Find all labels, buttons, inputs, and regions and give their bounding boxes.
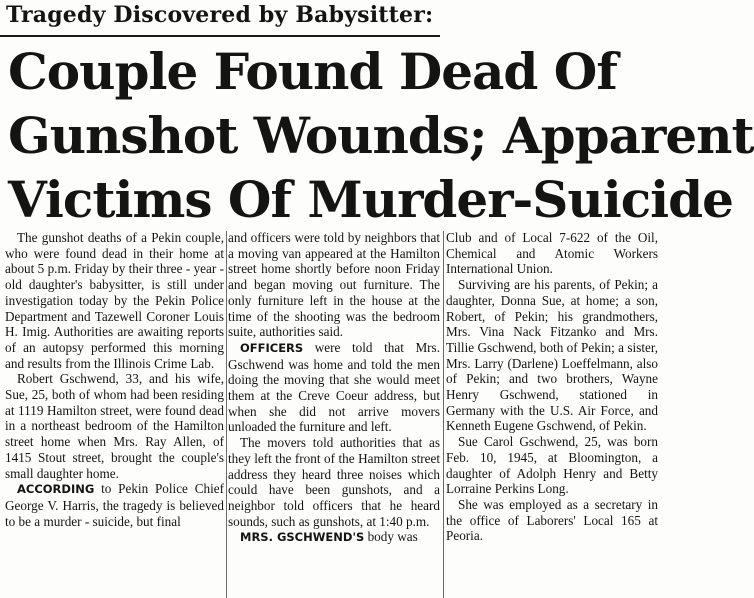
paragraph: Robert Gschwend, 33, and his wife, Sue, 25, both of whom had been residing at 1119 Hamilton street, were found dead in a northeast bedroom of the Hamilton street home when Mrs. Ray Allen, of 1415 Stout street, brought the couple's small daughter home. [5, 371, 224, 481]
paragraph: Club and of Local 7-622 of the Oil, Chemical and Atomic Workers International Union. [446, 230, 658, 277]
paragraph-lead-in: OFFICERS [240, 340, 304, 355]
paragraph: The gunshot deaths of a Pekin couple, who were found dead in their home at about 5 p.m. Friday by their three - year - old daughter's babysitter, is still under investigation today by the Pekin Police Department and Tazewell Coroner Louis H. Imig. Authorities are awaiting reports of an autopsy performed this morning and results from the Illinois Crime Lab. [5, 230, 224, 371]
paragraph: Surviving are his parents, of Pekin; a daughter, Donna Sue, at home; a son, Robert, of Pekin; his grandmothers, Mrs. Vina Nack Fitzanko and Mrs. Tillie Gschwend, both of Pekin; a sister, Mrs. Larry (Darlene) Loeffelmann, also of Pekin; and two brothers, Wayne Henry Gschwend, stationed in Germany with the U.S. Air Force, and Kenneth Eugene Gschwend, of Pekin. [446, 277, 658, 434]
paragraph [5, 481, 224, 529]
article-column-2 [228, 230, 440, 598]
kicker-headline: Tragedy Discovered by Babysitter: [6, 2, 434, 28]
headline-line-1: Couple Found Dead Of [8, 42, 617, 101]
paragraph: The movers told authorities that as they left the front of the Hamilton street address they heard three noises which could have been gunshots, and a neighbor told officers that he heard sounds, such as gunshots, at 1:40 p.m. [228, 435, 440, 529]
paragraph: She was employed as a secretary in the office of Laborers' Local 165 at Peoria. [446, 496, 658, 544]
headline-line-3: Victims Of Murder-Suicide [8, 170, 733, 229]
article-column-3 [446, 230, 658, 598]
paragraph-lead-in: ACCORDING [17, 482, 95, 497]
column-divider [226, 231, 227, 598]
main-headline [8, 40, 754, 232]
column-divider [443, 231, 444, 598]
paragraph-text: were told that Mrs. Gschwend was home and told the men doing the moving that she would meet them at the Creve Coeur address, but when she did not arrive movers unloaded the furniture and left. [228, 339, 440, 435]
paragraph [228, 529, 440, 546]
paragraph [228, 340, 440, 435]
paragraph: Sue Carol Gschwend, 25, was born Feb. 10, 1945, at Bloomington, a daughter of Adolph Henry and Betty Lorraine Perkins Long. [446, 434, 658, 497]
headline-line-2: Gunshot Wounds; Apparent [8, 106, 754, 165]
paragraph-text: to Pekin Police Chief George V. Harris, the tragedy is believed to be a murder - suicide, but final [5, 481, 224, 529]
paragraph-text: body was [364, 529, 418, 545]
paragraph-lead-in: MRS. GSCHWEND'S [240, 530, 365, 545]
paragraph: and officers were told by neighbors that a moving van appeared at the Hamilton street home shortly before noon Friday and began moving out furniture. The only furniture left in the house at the time of the shooting was the bedroom suite, authorities said. [228, 230, 440, 340]
kicker-rule [0, 35, 440, 37]
article-column-1 [5, 230, 224, 598]
